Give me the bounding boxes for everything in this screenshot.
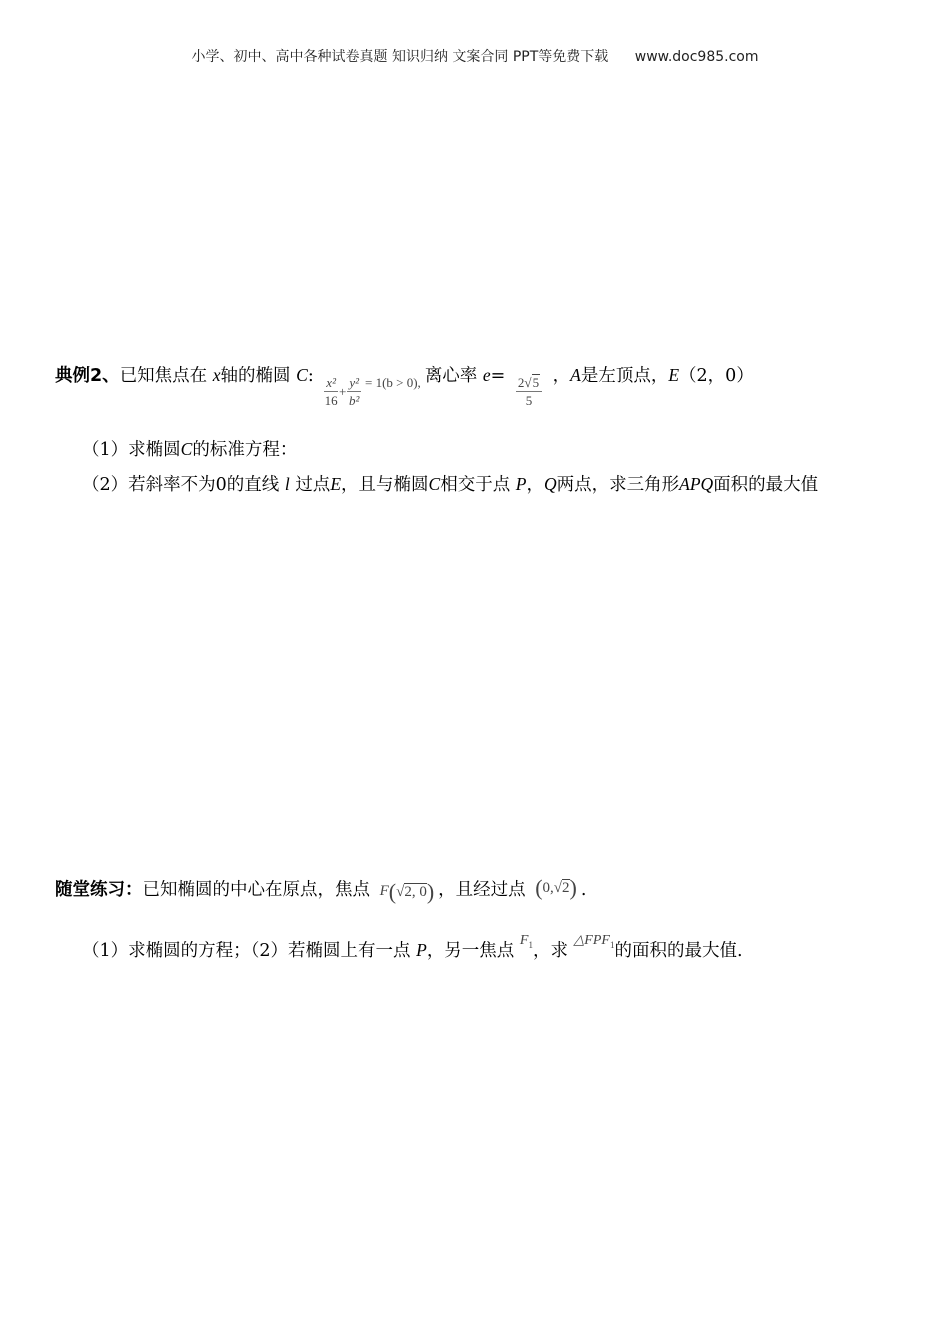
q2-p2: 过点: [295, 475, 331, 495]
num-coef: 2: [517, 375, 525, 390]
triangle-symbol: [574, 933, 615, 948]
F: F: [379, 883, 389, 899]
q2-p1: （2）若斜率不为0的直线: [82, 475, 280, 495]
plus: +: [338, 383, 347, 399]
colon: :: [307, 366, 314, 386]
example2-intro: 已知焦点在: [119, 366, 208, 386]
practice-q4: 的面积的最大值.: [614, 941, 743, 961]
practice-p3: .: [580, 880, 587, 900]
focus-F: [379, 878, 435, 904]
q2-P: P: [515, 474, 527, 494]
lparen2: (: [535, 875, 543, 900]
pt-sqrt: √2: [553, 879, 570, 896]
practice-q1: （1）求椭圆的方程；（2）若椭圆上有一点: [82, 941, 411, 961]
frac-x2-16: [324, 374, 338, 409]
q2-p4: 相交于点: [440, 475, 511, 495]
var-C: C: [296, 365, 308, 385]
F1-symbol: [520, 933, 533, 948]
axis-text: 轴的椭圆: [220, 366, 291, 386]
practice-P: P: [416, 940, 427, 960]
sqrt5: √5: [524, 375, 540, 390]
var-e: e: [482, 365, 491, 385]
rparen: ): [426, 878, 435, 904]
q1-C: C: [180, 439, 193, 459]
q2-APQ: APQ: [679, 474, 714, 494]
ecc-text: 离心率: [424, 366, 478, 386]
den5: 5: [525, 393, 533, 408]
q2-Q: Q: [543, 474, 557, 494]
q2-p5: ，: [526, 475, 544, 495]
var-x: x: [212, 365, 221, 385]
q2-l: l: [284, 474, 290, 494]
frac-num: [516, 374, 542, 392]
x2: x²: [326, 375, 336, 390]
pass-point: [535, 877, 577, 899]
eq-rest: = 1(b > 0),: [364, 374, 421, 390]
b2: b²: [348, 393, 360, 408]
ecc-fraction: [515, 374, 543, 409]
example2-question-1: [82, 436, 297, 461]
focus-coords: √2, 0: [396, 883, 427, 900]
q1-prefix: （1）求椭圆: [82, 440, 181, 460]
F-inside: 2, 0: [404, 883, 427, 900]
example2-line: [55, 362, 754, 409]
tri-sub: 1: [609, 939, 615, 950]
header-text: 小学、初中、高中各种试卷真题 知识归纳 文案合同 PPT等免费下载: [191, 49, 609, 65]
example2-label: 典例2、: [55, 366, 120, 386]
practice-q3: ，求: [532, 941, 568, 961]
F1-sub: 1: [528, 939, 533, 950]
lparen: (: [388, 878, 397, 904]
practice-line: [55, 876, 586, 909]
practice-q2: ，另一焦点: [426, 941, 515, 961]
comma: ，: [552, 366, 571, 386]
practice-label: 随堂练习：: [55, 880, 143, 900]
q2-p7: 面积的最大值: [713, 475, 819, 495]
example2-question-2: [82, 471, 818, 496]
rparen2: ): [569, 875, 577, 900]
q2-p3: ，且与椭圆: [341, 475, 429, 495]
rad5: 5: [532, 375, 540, 390]
practice-p2: ，且经过点: [438, 880, 526, 900]
practice-p1: 已知椭圆的中心在原点，焦点: [142, 880, 370, 900]
eq-sign: =: [490, 366, 506, 386]
page-header: [0, 46, 950, 66]
var-A: A: [570, 365, 581, 385]
pt-rad: 2: [562, 879, 570, 896]
ellipse-equation: [323, 374, 421, 409]
pt-a: 0,: [542, 879, 554, 896]
y2: y²: [349, 375, 359, 390]
q2-C: C: [428, 474, 441, 494]
header-site: www.doc985.com: [634, 49, 759, 65]
frac-y2-b2: [347, 374, 361, 409]
E-coords: （2，0）: [679, 366, 754, 386]
A-text: 是左顶点，: [580, 366, 669, 386]
tri: △FPF: [573, 933, 610, 948]
q1-suffix: 的标准方程：: [192, 440, 298, 460]
frac-2sqrt5-5: [516, 374, 542, 409]
q2-p6: 两点，求三角形: [556, 475, 680, 495]
F1: F: [519, 933, 529, 948]
q2-E: E: [330, 474, 342, 494]
d16: 16: [324, 393, 338, 408]
practice-questions: [82, 933, 743, 962]
var-E: E: [668, 365, 680, 385]
